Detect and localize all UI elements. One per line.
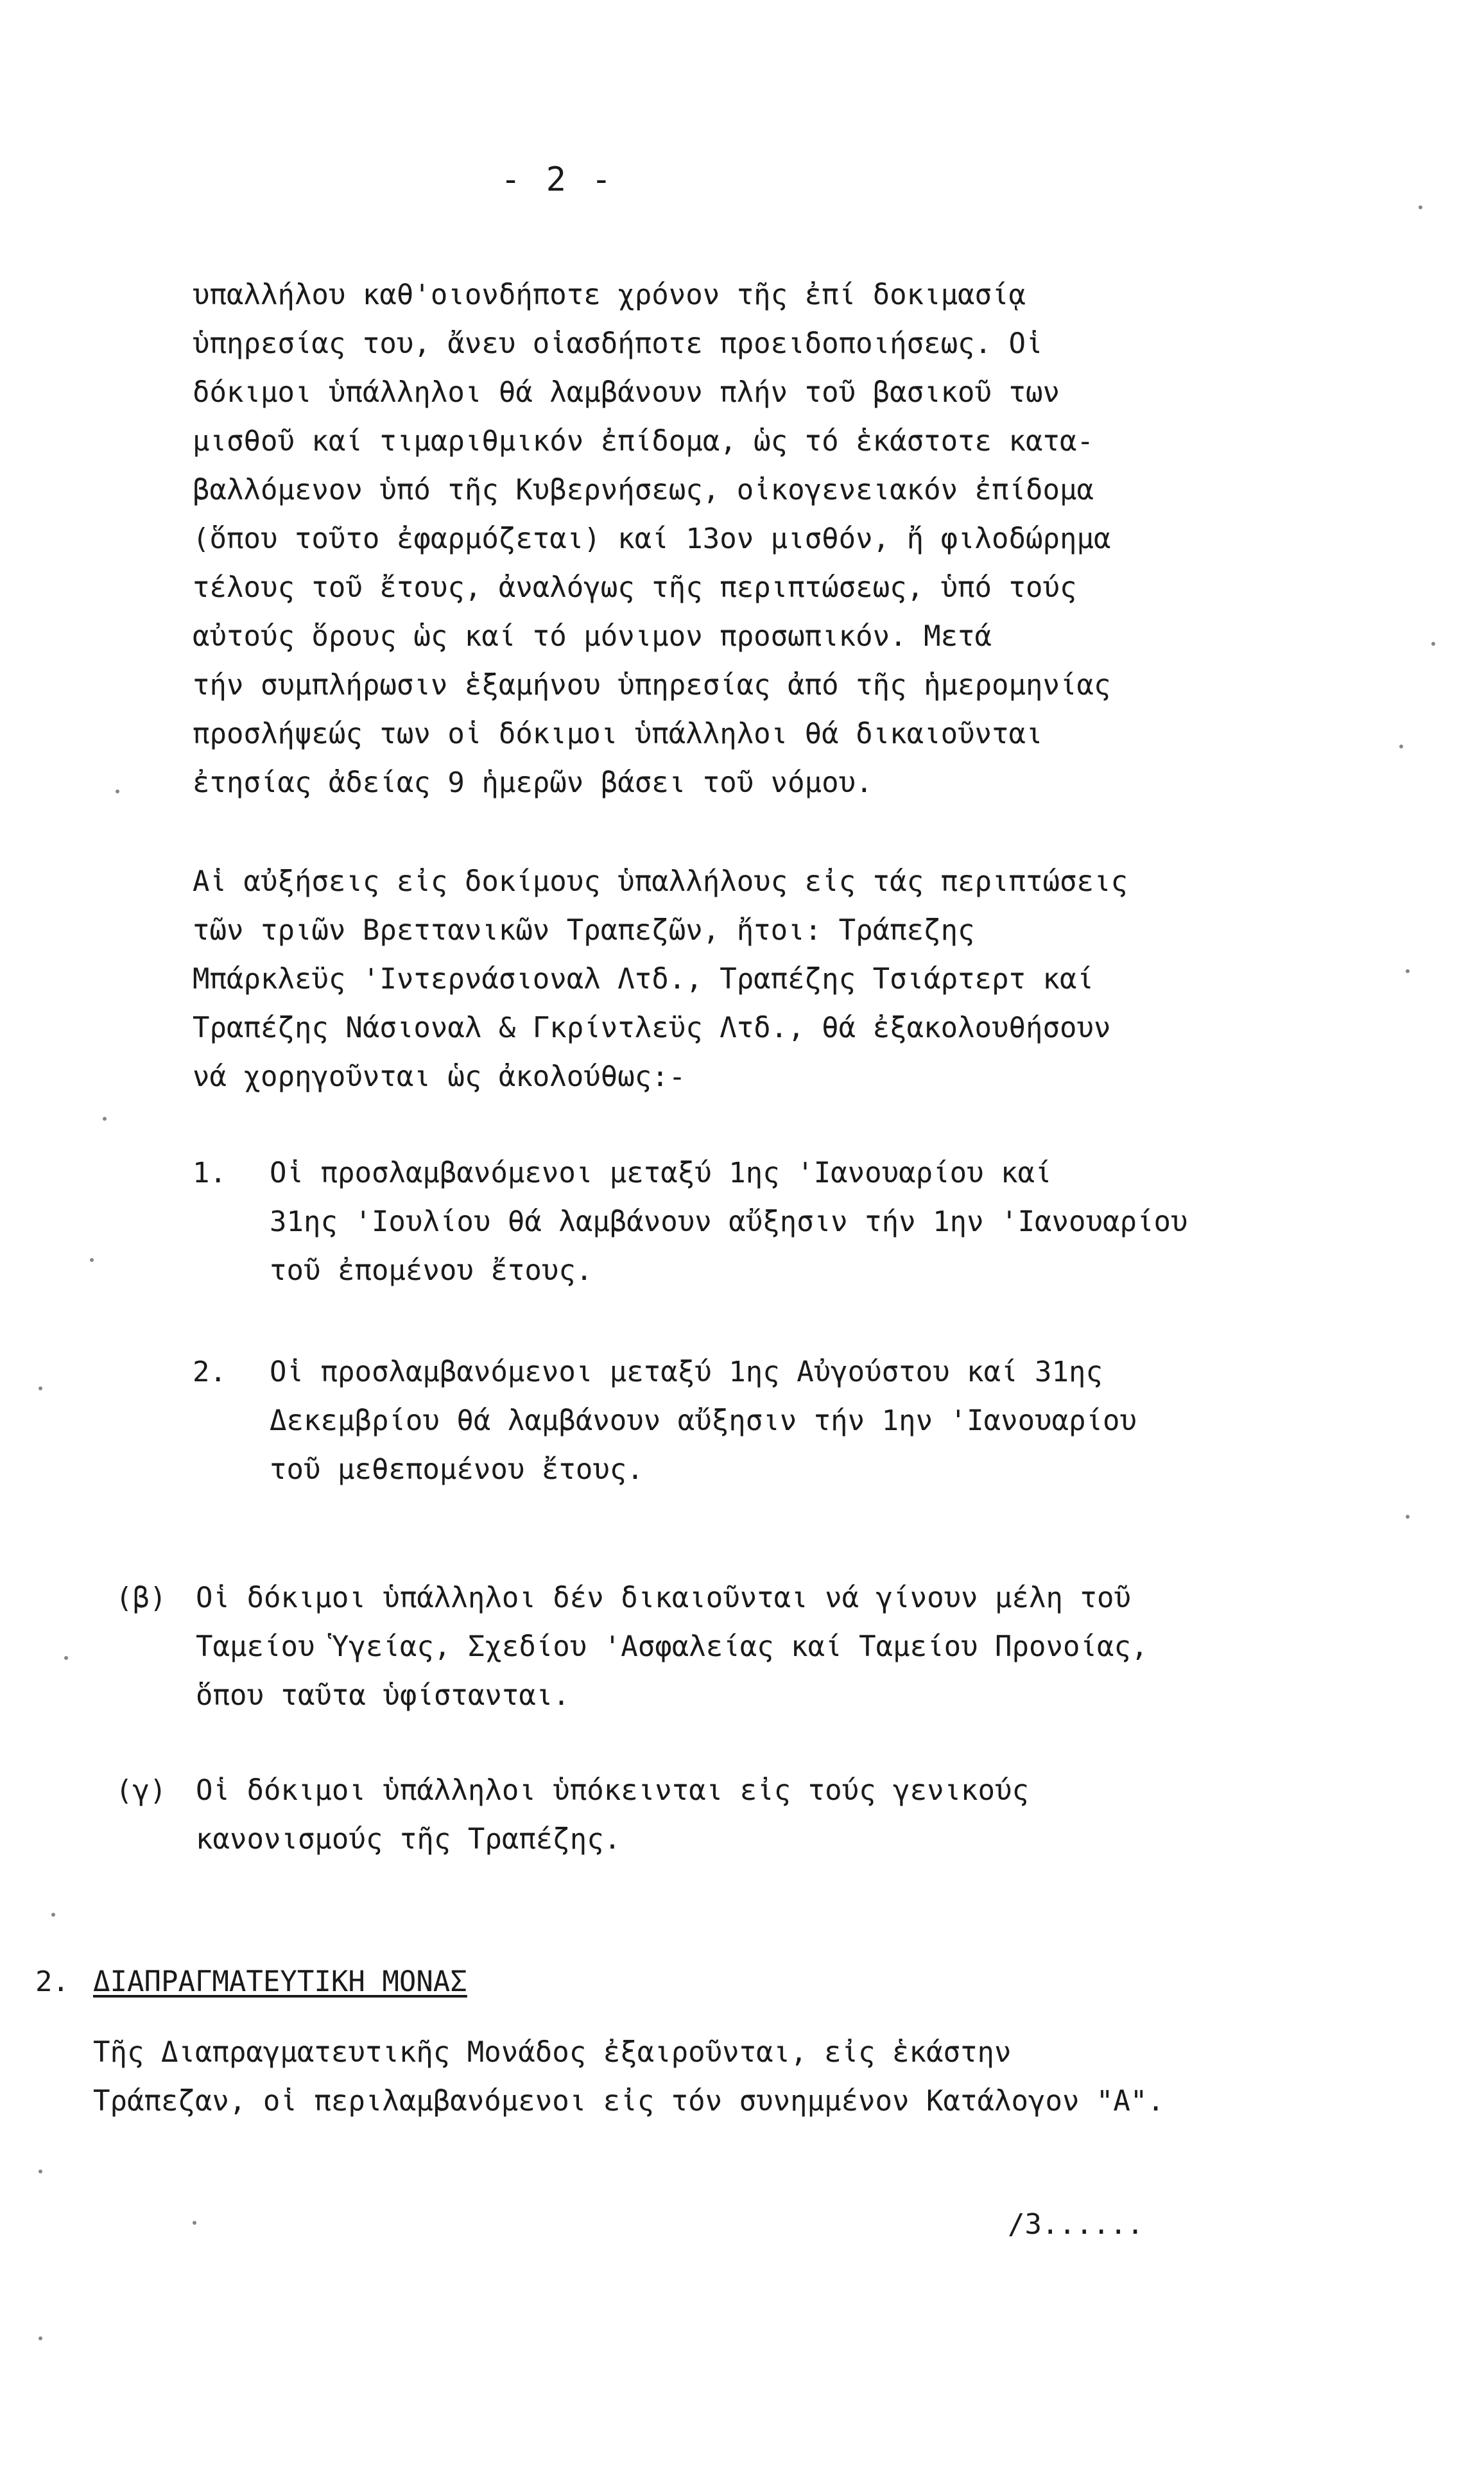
text-line: τοῦ ἐπομένου ἔτους. xyxy=(270,1254,593,1287)
scan-speck xyxy=(103,1117,107,1121)
text-line: Τῆς Διαπραγματευτικῆς Μονάδος ἐξαιροῦνται, εἰς ἑκάστην xyxy=(93,2036,1012,2069)
text-line: Τραπέζης Νάσιοναλ & Γκρίντλεϋς Λτδ., θά ἐξακολουθήσουν xyxy=(193,1012,1111,1044)
section-heading xyxy=(35,1958,467,2007)
text-line: Δεκεμβρίου θά λαμβάνουν αὔξησιν τήν 1ην 'Ιανουαρίου xyxy=(270,1404,1137,1437)
text-line: βαλλόμενον ὑπό τῆς Κυβερνήσεως, οἰκογενειακόν ἐπίδομα xyxy=(193,474,1094,506)
scan-speck xyxy=(39,2170,42,2173)
text-line: τῶν τριῶν Βρεττανικῶν Τραπεζῶν, ἤτοι: Τράπεζης xyxy=(193,914,975,947)
list-item xyxy=(193,1348,1137,1494)
list-item-number: 1. xyxy=(193,1157,227,1189)
continuation-marker: /3...... xyxy=(1008,2208,1144,2241)
sub-item-gamma xyxy=(116,1766,1029,1864)
text-line: αὐτούς ὅρους ὡς καί τό μόνιμον προσωπικόν. Μετά xyxy=(193,620,992,653)
text-line: Οἱ δόκιμοι ὑπάλληλοι δέν δικαιοῦνται νά γίνουν μέλη τοῦ xyxy=(196,1582,1131,1614)
text-line: Οἱ προσλαμβανόμενοι μεταξύ 1ης Αὐγούστου καί 31ης xyxy=(270,1356,1103,1388)
text-line: προσλήψεώς των οἱ δόκιμοι ὑπάλληλοι θά δικαιοῦνται xyxy=(193,718,1043,750)
scan-speck xyxy=(1419,205,1422,209)
scan-speck xyxy=(193,2221,196,2225)
scan-speck xyxy=(1399,745,1403,748)
text-line: τήν συμπλήρωσιν ἑξαμήνου ὑπηρεσίας ἀπό τῆς ἡμερομηνίας xyxy=(193,669,1111,702)
page-number: - 2 - xyxy=(501,160,614,199)
sub-item-beta xyxy=(116,1574,1148,1720)
scan-speck xyxy=(39,1386,42,1390)
sub-item-label: (β) xyxy=(116,1582,167,1614)
list-item xyxy=(193,1149,1187,1295)
scan-speck xyxy=(64,1656,68,1660)
section-number: 2. xyxy=(35,1965,69,1998)
text-line: Αἱ αὐξήσεις εἰς δοκίμους ὑπαλλήλους εἰς τάς περιπτώσεις xyxy=(193,865,1128,898)
text-line: ὅπου ταῦτα ὑφίστανται. xyxy=(196,1679,570,1712)
text-line: Μπάρκλεϋς 'Ιντερνάσιοναλ Λτδ., Τραπέζης Τσιάρτερτ καί xyxy=(193,963,1094,996)
scan-speck xyxy=(1431,642,1435,646)
scan-speck xyxy=(116,790,119,793)
text-line: νά χορηγοῦνται ὡς ἀκολούθως:- xyxy=(193,1060,686,1093)
list-item-number: 2. xyxy=(193,1356,227,1388)
scan-speck xyxy=(90,1258,94,1262)
text-line: κανονισμούς τῆς Τραπέζης. xyxy=(196,1823,621,1856)
paragraph-salary-increases xyxy=(193,858,1128,1101)
text-line: υπαλλήλου καθ'οιονδήποτε χρόνον τῆς ἐπί δοκιμασίᾳ xyxy=(193,279,1026,311)
text-line: (ὅπου τοῦτο ἐφαρμόζεται) καί 13ον μισθόν, ἤ φιλοδώρημα xyxy=(193,522,1111,555)
text-line: μισθοῦ καί τιμαριθμικόν ἐπίδομα, ὡς τό ἑκάστοτε κατα- xyxy=(193,425,1094,458)
text-line: ὑπηρεσίας του, ἄνευ οἱασδήποτε προειδοποιήσεως. Οἱ xyxy=(193,327,1043,360)
section-body xyxy=(93,2028,1164,2126)
text-line: ἐτησίας ἀδείας 9 ἡμερῶν βάσει τοῦ νόμου. xyxy=(193,766,873,799)
scan-speck xyxy=(51,1913,55,1917)
text-line: Ταμείου Ὑγείας, Σχεδίου 'Ασφαλείας καί Ταμείου Προνοίας, xyxy=(196,1630,1148,1663)
text-line: Οἱ δόκιμοι ὑπάλληλοι ὑπόκεινται εἰς τούς γενικούς xyxy=(196,1774,1030,1807)
scan-speck xyxy=(39,2336,42,2340)
sub-item-label: (γ) xyxy=(116,1774,167,1807)
scan-speck xyxy=(1406,1515,1410,1519)
scan-speck xyxy=(1406,969,1410,973)
text-line: Οἱ προσλαμβανόμενοι μεταξύ 1ης 'Ιανουαρίου καί xyxy=(270,1157,1052,1189)
text-line: τοῦ μεθεπομένου ἔτους. xyxy=(270,1453,644,1486)
text-line: Τράπεζαν, οἱ περιλαμβανόμενοι εἰς τόν συνημμένον Κατάλογον "Α". xyxy=(93,2085,1164,2118)
paragraph-probation-terms xyxy=(193,271,1110,807)
section-title: ΔΙΑΠΡΑΓΜΑΤΕΥΤΙΚΗ ΜΟΝΑΣ xyxy=(93,1965,467,1998)
text-line: 31ης 'Ιουλίου θά λαμβάνουν αὔξησιν τήν 1ην 'Ιανουαρίου xyxy=(270,1205,1188,1238)
text-line: δόκιμοι ὑπάλληλοι θά λαμβάνουν πλήν τοῦ βασικοῦ των xyxy=(193,376,1060,409)
text-line: τέλους τοῦ ἔτους, ἀναλόγως τῆς περιπτώσεως, ὑπό τούς xyxy=(193,571,1077,604)
